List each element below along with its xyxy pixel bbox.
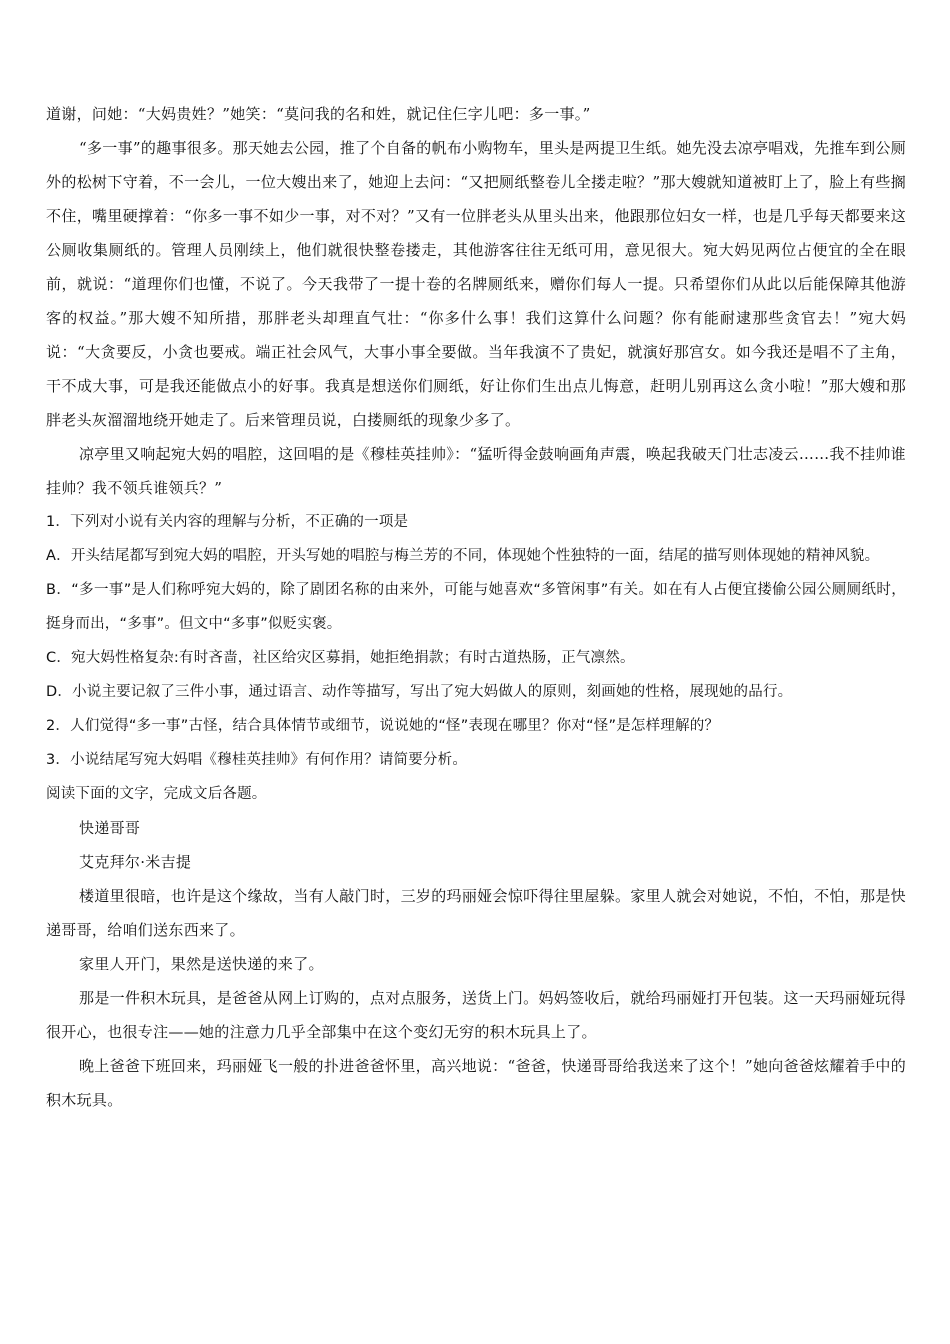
story1-paragraph-2: 凉亭里又响起宛大妈的唱腔，这回唱的是《穆桂英挂帅》：“猛听得金鼓响画角声震，唤起我破天门壮志凌云……我不挂帅谁挂帅？我不领兵谁领兵？” [46, 445, 906, 497]
story2-title: 快递哥哥 [79, 819, 141, 837]
option-b: B．“多一事”是人们称呼宛大妈的，除了剧团名称的由来外，可能与她喜欢“多管闲事”有关。如在有人占便宜搂偷公园公厕厕纸时，挺身而出，“多事”。但文中“多事”似贬实褒。 [46, 582, 906, 632]
option-d: D．小说主要记叙了三件小事，通过语言、动作等描写，写出了宛大妈做人的原则，刻画她的性格，展现她的品行。 [46, 684, 793, 700]
question-3: 3．小说结尾写宛大妈唱《穆桂英挂帅》有何作用？请简要分析。 [46, 752, 468, 768]
reading-intro: 阅读下面的文字，完成文后各题。 [46, 786, 267, 802]
story2-paragraph-3: 那是一件积木玩具，是爸爸从网上订购的，点对点服务，送货上门。妈妈签收后，就给玛丽娅打开包装。这一天玛丽娅玩得很开心，也很专注——她的注意力几乎全部集中在这个变幻无穷的积木玩具上了。 [46, 989, 906, 1041]
option-a: A．开头结尾都写到宛大妈的唱腔，开头写她的唱腔与梅兰芳的不同，体现她个性独特的一面，结尾的描写则体现她的精神风貌。 [46, 548, 880, 564]
question-1: 1．下列对小说有关内容的理解与分析，不正确的一项是 [46, 514, 409, 530]
question-2: 2．人们觉得“多一事”古怪，结合具体情节或细节，说说她的“怪”表现在哪里？你对“怪”是怎样理解的？ [46, 718, 720, 734]
story2-paragraph-2: 家里人开门，果然是送快递的来了。 [79, 955, 324, 973]
story2-paragraph-1: 楼道里很暗，也许是这个缘故，当有人敲门时，三岁的玛丽娅会惊吓得往里屋躲。家里人就会对她说，不怕，不怕，那是快递哥哥，给咱们送东西来了。 [46, 887, 906, 939]
story1-paragraph-0: 道谢，问她：“大妈贵姓？”她笑：“莫问我的名和姓，就记住仨字儿吧：多一事。” [46, 105, 591, 123]
option-c: C．宛大妈性格复杂:有时吝啬，社区给灾区募捐，她拒绝捐款；有时古道热肠，正气凛然。 [46, 650, 635, 666]
story2-author: 艾克拜尔·米吉提 [79, 853, 192, 871]
story2-paragraph-4: 晚上爸爸下班回来，玛丽娅飞一般的扑进爸爸怀里，高兴地说：“爸爸，快递哥哥给我送来了这个！”她向爸爸炫耀着手中的积木玩具。 [46, 1057, 906, 1109]
document-page [46, 97, 906, 1117]
story1-paragraph-1: “多一事”的趣事很多。那天她去公园，推了个自备的帆布小购物车，里头是两提卫生纸。她先没去凉亭唱戏，先推车到公厕外的松树下守着，不一会儿，一位大嫂出来了，她迎上去问：“又把厕纸整卷儿全搂走啦？”那大嫂就知道被盯上了，脸上有些搁不住，嘴里硬撑着：“你多一事不如少一事，对不对？”又有一位胖老头从里头出来，他跟那位妇女一样，也是几乎每天都要来这公厕收集厕纸的。管理人员刚续上，他们就很快整卷搂走，其他游客往往无纸可用，意见很大。宛大妈见两位占便宜的全在眼前，就说：“道理你们也懂，不说了。今天我带了一提十卷的名牌厕纸来，赠你们每人一提。只希望你们从此以后能保障其他游客的权益。”那大嫂不知所措，那胖老头却理直气壮：“你多什么事！我们这算什么问题？你有能耐逮那些贪官去！”宛大妈说：“大贪要反，小贪也要戒。端正社会风气，大事小事全要做。当年我演不了贵妃，就演好那宫女。如今我还是唱不了主角，干不成大事，可是我还能做点小的好事。我真是想送你们厕纸，好让你们生出点儿悔意，赶明儿别再这么贪小啦！”那大嫂和那胖老头灰溜溜地绕开她走了。后来管理员说，白搂厕纸的现象少多了。 [46, 139, 906, 429]
